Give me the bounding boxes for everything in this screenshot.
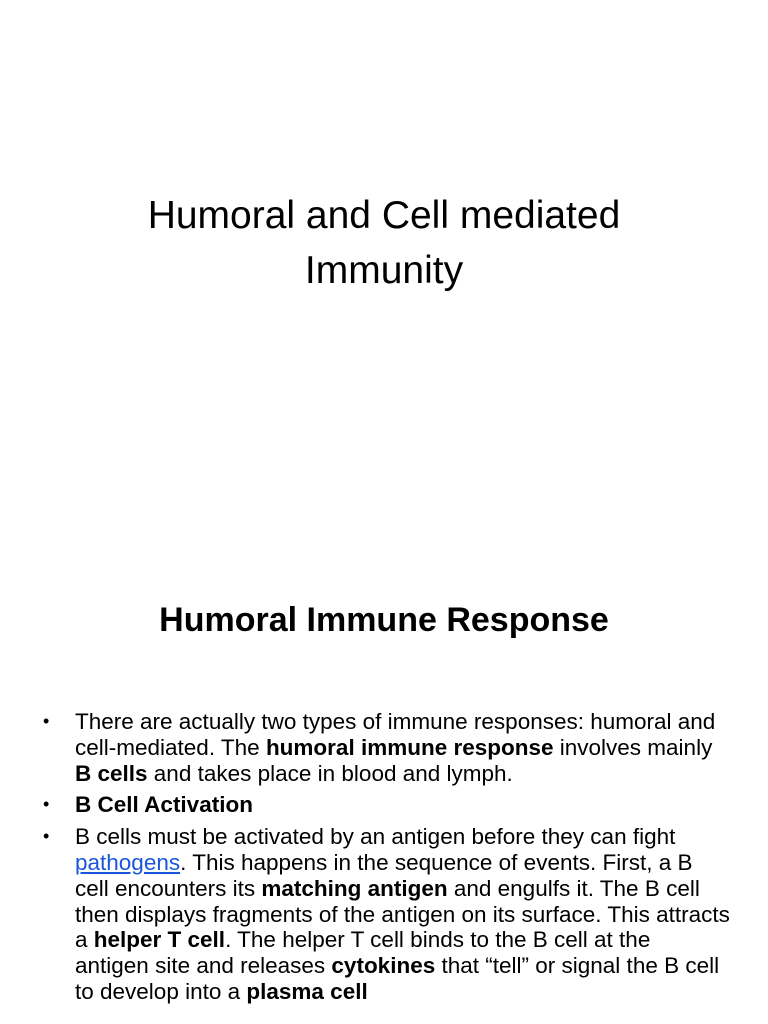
bold-term: plasma cell — [246, 978, 368, 1004]
bullet-text: B cells must be activated by an antigen before they can fight — [75, 824, 676, 850]
slide-heading: Humoral Immune Response — [159, 601, 609, 639]
bold-term: B cells — [75, 760, 148, 786]
bold-term: humoral immune response — [265, 734, 554, 760]
bullet-text: that “tell” or signal the B cell to develop into a — [75, 953, 720, 1004]
bold-term: matching antigen — [261, 875, 448, 901]
bullet-text: There are actually two types of immune responses: humoral and cell-mediated. The — [75, 709, 716, 760]
bullet-text: and engulfs it. The B cell then displays fragments of the antigen on its surface. This attracts a — [75, 875, 730, 953]
slide-title — [60, 188, 708, 298]
bullet-text: . This happens in the sequence of events. First, a B cell encounters its — [75, 849, 693, 901]
slide-title-line-1: Humoral and Cell mediated — [147, 194, 621, 237]
bullet-item-activation-sequence — [40, 824, 730, 1005]
slide-title-line-2: Immunity — [304, 249, 464, 292]
pathogens-link[interactable]: pathogens — [75, 849, 181, 875]
bullet-item-b-cell-activation — [40, 792, 730, 818]
bullet-text: and takes place in blood and lymph. — [147, 760, 513, 786]
bold-term: helper T cell — [93, 927, 226, 953]
bullet-text: . The helper T cell binds to the B cell at the antigen site and releases — [75, 927, 651, 979]
bullet-list — [40, 709, 730, 1011]
bullet-icon: • — [43, 711, 50, 731]
bold-term: cytokines — [331, 953, 436, 979]
bullet-item-immune-responses — [40, 709, 730, 786]
bullet-icon: • — [43, 794, 50, 815]
bullet-text: involves mainly — [553, 734, 713, 760]
bullet-icon: • — [43, 826, 50, 847]
bold-term: B Cell Activation — [75, 792, 253, 818]
content-slide — [0, 576, 768, 1024]
